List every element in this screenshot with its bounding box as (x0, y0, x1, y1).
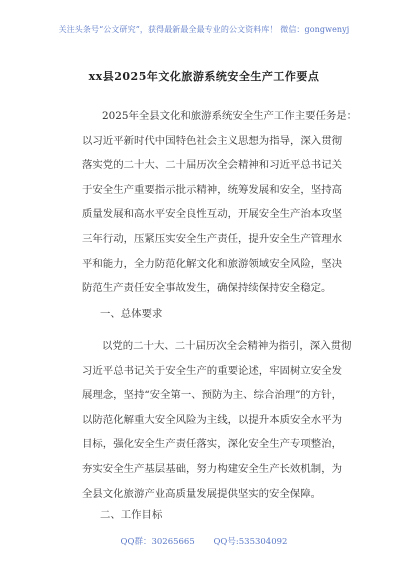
paragraph-line: 三年行动，压紧压实安全生产责任，提升安全生产管理水 (82, 232, 342, 245)
section1-paragraph (82, 334, 352, 506)
paragraph-line: 2025年全县文化和旅游系统安全生产工作主要任务是： (102, 110, 358, 122)
paragraph-line: 于安全生产重要指示批示精神，统筹发展和安全，坚持高 (82, 183, 342, 196)
paragraph-line: 全县文化旅游产业高质量发展提供坚实的安全保障。 (82, 487, 321, 500)
section-heading-1: 一、总体要求 (100, 308, 163, 320)
paragraph-line: 以防范化解重大安全风险为主线，以提升本质安全水平为 (82, 413, 342, 426)
footer-qq-number: QQ号:535304092 (213, 537, 288, 547)
paragraph-line: 夯实安全生产基层基础，努力构建安全生产长效机制，为 (82, 462, 342, 475)
paragraph-line: 习近平总书记关于安全生产的重要论述，牢固树立安全发 (82, 364, 342, 377)
intro-paragraph (82, 104, 358, 301)
footer-qq-group: QQ群：30265665 (120, 537, 195, 547)
paragraph-line: 以党的二十大、二十届历次全会精神为指引，深入贯彻 (102, 340, 352, 352)
document-title: xx县2025年文化旅游系统安全生产工作要点 (88, 70, 320, 83)
paragraph-line: 质量发展和高水平安全良性互动，开展安全生产治本攻坚 (82, 208, 342, 221)
footer-contact (0, 535, 408, 547)
paragraph-line: 展理念，坚持“安全第一、预防为主、综合治理”的方针， (82, 389, 342, 402)
paragraph-line: 落实党的二十大、二十届历次全会精神和习近平总书记关 (82, 159, 342, 172)
header-note: 关注头条号“公文研究”，获得最新最全最专业的公文资料库！ 微信：gongwenyj (58, 25, 350, 34)
section-heading-2: 二、工作目标 (100, 509, 163, 521)
paragraph-line: 以习近平新时代中国特色社会主义思想为指导，深入贯彻 (82, 134, 342, 147)
paragraph-line: 平和能力，全力防范化解文化和旅游领域安全风险，坚决 (82, 257, 342, 270)
paragraph-line: 防范生产责任安全事故发生，确保持续保持安全稳定。 (82, 282, 332, 295)
paragraph-line: 目标，强化安全生产责任落实，深化安全生产专项整治， (82, 438, 342, 451)
